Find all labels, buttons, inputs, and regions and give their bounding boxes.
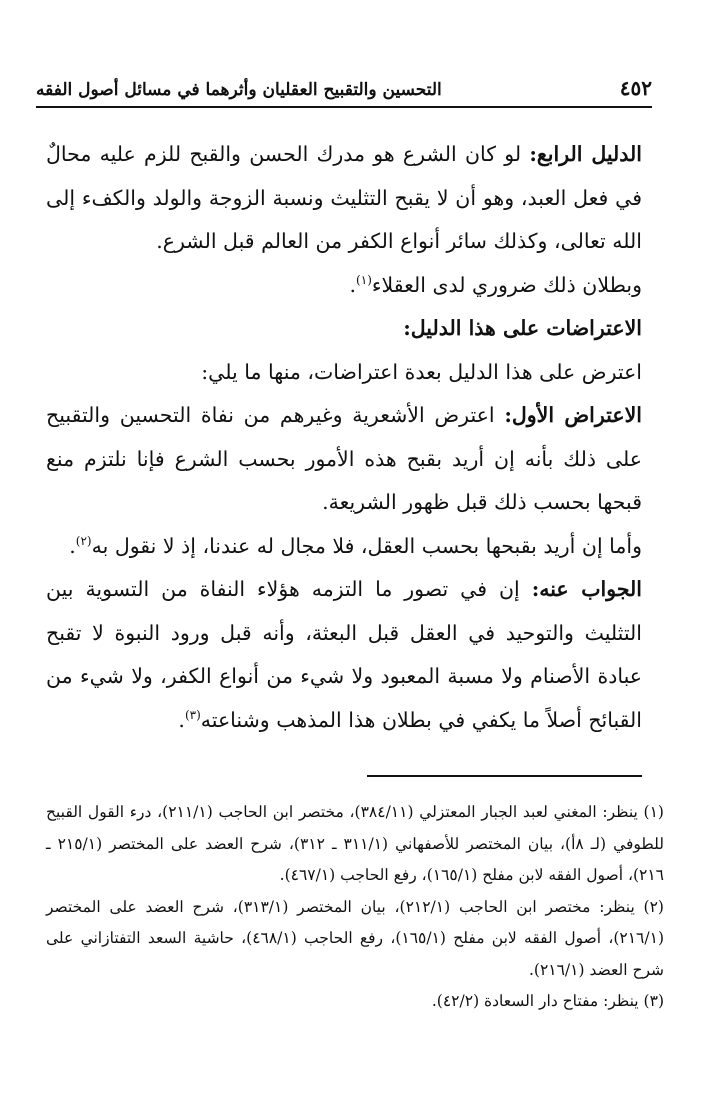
footnote-separator: [367, 775, 642, 777]
footnote-marker-3: (٣): [184, 707, 201, 722]
main-text: [46, 133, 642, 742]
answer-text: إن في تصور ما التزمه هؤلاء النفاة من التسوية بين التثليث والتوحيد في العقل قبل البعثة، وأنه قبل ورود النبوة لا تقبح عبادة الأصنام ولا مسبة المعبود ولا شيء من أنواع الكفر، ولا شيء من القبائح أصلاً ما يكفي في بطلان هذا المذهب وشناعته: [46, 577, 642, 732]
footnote-3: (٣) ينظر: مفتاح دار السعادة (٤٢/٢).: [431, 992, 664, 1010]
first-objection-text: اعترض الأشعرية وغيرهم من نفاة التحسين والتقبيح على ذلك بأنه إن أريد بقبح هذه الأمور بحسب الشرع فإنا نلتزم منع قبحها بحسب ذلك قبل ظهور الشريعة.: [46, 403, 642, 514]
reason-text: وأما إن أريد بقبحها بحسب العقل، فلا مجال له عندنا، إذ لا نقول به: [91, 533, 642, 558]
paragraph-answer: [46, 568, 642, 742]
paragraph-invalidity: [46, 264, 642, 308]
answer-term: الجواب عنه:: [531, 577, 642, 601]
fourth-evidence-text: لو كان الشرع هو مدرك الحسن والقبح للزم عليه محالٌ في فعل العبد، وهو أن لا يقبح التثليث ونسبة الزوجة والولد والكفء إلى الله تعالى، وكذلك سائر أنواع الكفر من العالم قبل الشرع.: [46, 142, 642, 253]
footnote-marker-1: (١): [356, 272, 372, 287]
fourth-evidence-term: الدليل الرابع:: [529, 142, 642, 166]
invalidity-text: وبطلان ذلك ضروري لدى العقلاء: [371, 272, 642, 297]
invalidity-end: .: [349, 272, 357, 297]
page-header: [36, 68, 652, 108]
paragraph-objections-intro: اعترض على هذا الدليل بعدة اعتراضات، منها ما يلي:: [201, 359, 642, 384]
paragraph-first-objection: [46, 394, 642, 525]
footnotes: [46, 797, 664, 1018]
paragraph-reason: [46, 525, 642, 569]
paragraph-fourth-evidence: [46, 133, 642, 264]
first-objection-term: الاعتراض الأول:: [504, 403, 642, 427]
reason-end: .: [69, 533, 76, 558]
footnote-2: (٢) ينظر: مختصر ابن الحاجب (٢١٢/١)، بيان المختصر (٣١٣/١)، شرح العضد على المختصر (٢١٦/١)، أصول الفقه لابن مفلح (١٦٥/١)، رفع الحاجب (٤٦٨/١)، حاشية السعد التفتازاني على شرح العضد (٢١٦/١).: [46, 897, 664, 979]
page-number: ٤٥٢: [619, 76, 652, 100]
section-heading: الاعتراضات على هذا الدليل:: [403, 316, 642, 340]
answer-end: .: [178, 707, 185, 732]
footnote-marker-2: (٢): [75, 533, 92, 548]
footnote-1: (١) ينظر: المغني لعبد الجبار المعتزلي (٣٨٤/١١)، مختصر ابن الحاجب (٢١١/١)، درء القول القبيح للطوفي (لـ ٨أ)، بيان المختصر للأصفهاني (٣١١/١ ـ ٣١٢)، شرح العضد على المختصر (٢١٥/١ ـ ٢١٦)، أصول الفقه لابن مفلح (١٦٥/١)، رفع الحاجب (٤٦٧/١).: [46, 803, 665, 884]
running-title: التحسين والتقبيح العقليان وأثرهما في مسائل أصول الفقه: [36, 80, 442, 100]
